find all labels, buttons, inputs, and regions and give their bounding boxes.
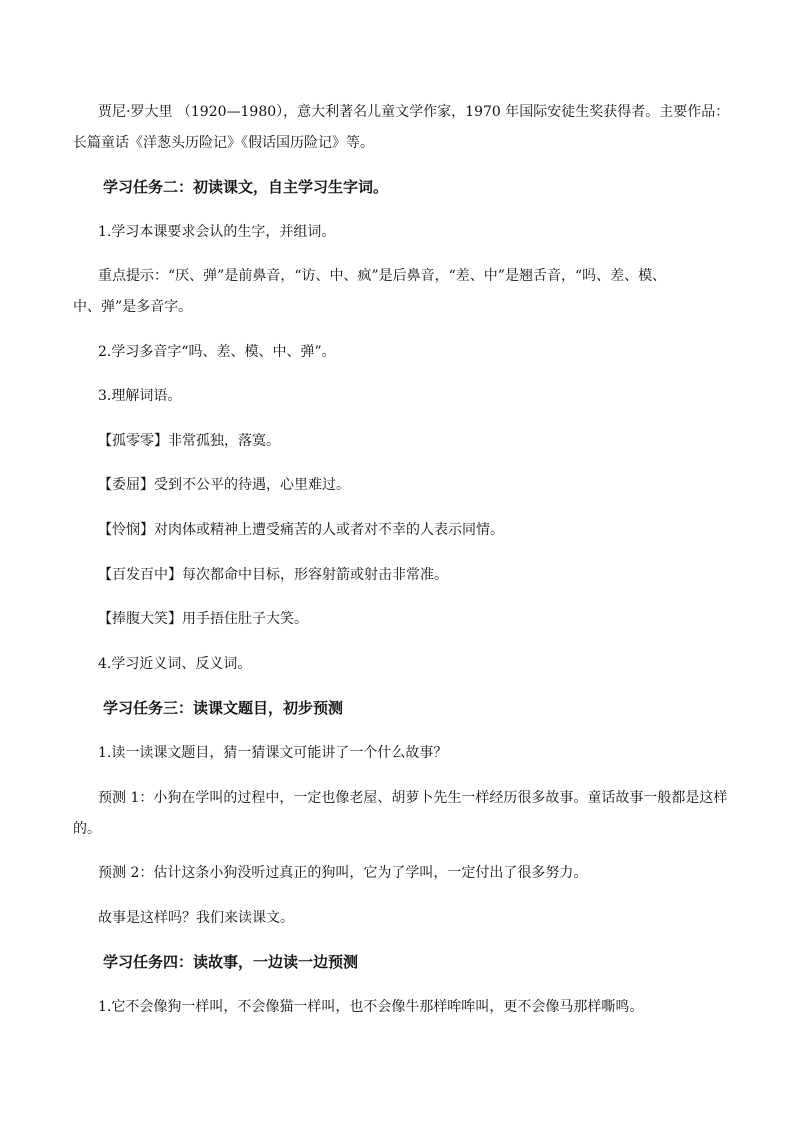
task3-item-1: 1.读一读课文题目，猜一猜课文可能讲了一个什么故事？ <box>98 745 448 761</box>
intro-line-2: 长篇童话《洋葱头历险记》《假话国历险记》等。 <box>73 135 374 151</box>
task2-item-3: 3.理解词语。 <box>98 388 182 404</box>
task4-item-1: 1.它不会像狗一样叫，不会像猫一样叫，也不会像牛那样哞哞叫，更不会像马那样嘶鸣。 <box>98 999 644 1015</box>
task2-tip-line-2: 中、弹”是多音字。 <box>73 299 193 315</box>
word-definition: 【怜悯】对肉体或精神上遭受痛苦的人或者对不幸的人表示同情。 <box>98 522 504 538</box>
task3-closing: 故事是这样吗？我们来读课文。 <box>98 910 294 926</box>
task2-item-2: 2.学习多音字“吗、差、模、中、弹”。 <box>98 344 336 360</box>
task3-heading: 学习任务三：读课文题目，初步预测 <box>103 699 344 717</box>
task2-item-1: 1.学习本课要求会认的生字，并组词。 <box>98 224 336 240</box>
task2-tip-line-1: 重点提示：“厌、弹”是前鼻音，“访、中、疯”是后鼻音，“差、中”是翘舌音，“吗、差、模、 <box>98 268 667 284</box>
prediction-1-line-1: 预测 1：小狗在学叫的过程中，一定也像老屋、胡萝卜先生一样经历很多故事。童话故事一般都是这样 <box>98 790 728 806</box>
task2-item-4: 4.学习近义词、反义词。 <box>98 656 252 672</box>
word-definition: 【孤零零】非常孤独，落寞。 <box>98 433 280 449</box>
word-definition: 【百发百中】每次都命中目标，形容射箭或射击非常准。 <box>98 567 448 583</box>
task2-heading: 学习任务二：初读课文，自主学习生字词。 <box>103 178 389 196</box>
word-definition: 【捧腹大笑】用手捂住肚子大笑。 <box>98 611 308 627</box>
prediction-2: 预测 2：估计这条小狗没听过真正的狗叫，它为了学叫，一定付出了很多努力。 <box>98 865 588 881</box>
prediction-1-line-2: 的。 <box>73 821 101 837</box>
intro-line-1: 贾尼·罗大里 （1920—1980），意大利著名儿童文学作家，1970 年国际安徒生奖获得者。主要作品： <box>98 104 730 120</box>
word-definition: 【委屈】受到不公平的待遇，心里难过。 <box>98 477 350 493</box>
task4-heading: 学习任务四：读故事，一边读一边预测 <box>103 953 359 971</box>
